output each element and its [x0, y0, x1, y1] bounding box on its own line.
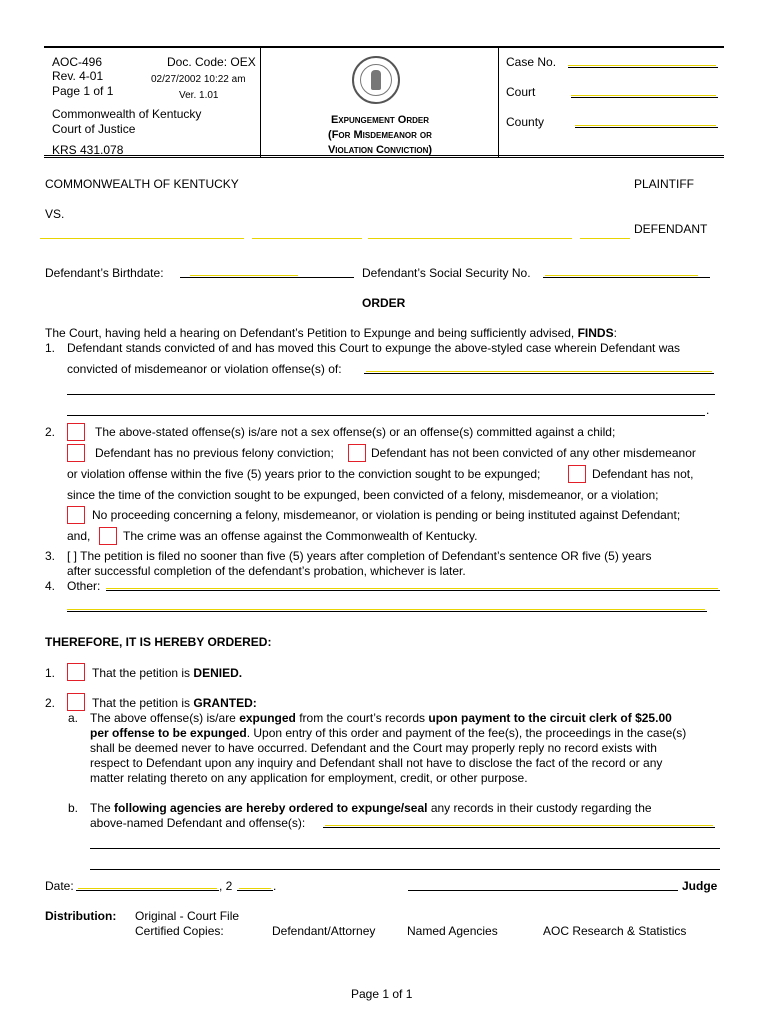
item-b-line2: above-named Defendant and offense(s): — [90, 816, 306, 830]
granted-text: That the petition is GRANTED: — [92, 696, 257, 710]
court-label: Court — [506, 85, 536, 99]
finding-1-text: Defendant stands convicted of and has moved this Court to expunge the above-styled case wherein Defendant was — [67, 341, 681, 355]
distribution-label: Distribution: — [45, 909, 117, 923]
offense-field-1[interactable] — [364, 373, 714, 374]
finding-2f-text: since the time of the conviction sought to be expunged, been convicted of a felony, misdemeanor, or a violation; — [67, 488, 659, 502]
checkbox-commonwealth-offense[interactable] — [99, 527, 117, 545]
ssn-label: Defendant’s Social Security No. — [362, 266, 531, 280]
finding-2e-text: Defendant has not, — [592, 467, 694, 481]
case-no-label: Case No. — [506, 55, 557, 69]
court-of-justice-label: Court of Justice — [52, 122, 136, 136]
checkbox-no-felony[interactable] — [67, 444, 85, 462]
item-a-label: a. — [68, 711, 79, 725]
year-field[interactable] — [237, 890, 273, 891]
page-count: Page 1 of 1 — [52, 84, 114, 98]
birthdate-field[interactable] — [180, 277, 354, 278]
date-field[interactable] — [76, 890, 219, 891]
checkbox-not-sex-offense[interactable] — [67, 423, 85, 441]
order-heading: ORDER — [362, 296, 406, 310]
form-title-line2: (For Misdemeanor or — [328, 129, 432, 141]
version: Ver. 1.01 — [179, 90, 219, 101]
findings-intro: The Court, having held a hearing on Defendant’s Petition to Expunge and being sufficiently advised, FINDS: — [45, 326, 617, 340]
item-b-line1: The following agencies are hereby ordered to expunge/seal any records in their custody regarding the — [90, 801, 652, 815]
finding-2d-text: or violation offense within the five (5) years prior to the conviction sought to be expunged; — [67, 467, 541, 481]
defendant-label: DEFENDANT — [634, 222, 708, 236]
offense-period: . — [706, 403, 710, 417]
finding-2g-text: No proceeding concerning a felony, misdemeanor, or violation is pending or being instituted against Defendant; — [92, 508, 681, 522]
krs-citation: KRS 431.078 — [52, 143, 124, 157]
item-a-line1: The above offense(s) is/are expunged from the court’s records upon payment to the circuit clerk of $25.00 — [90, 711, 672, 725]
form-title-line1: Expungement Order — [330, 114, 430, 126]
finding-3-text: [ ] The petition is filed no sooner than five (5) years after completion of Defendant’s sentence OR five (5) years — [67, 549, 652, 563]
ordered-2-number: 2. — [45, 696, 56, 710]
header-divider-left — [260, 46, 261, 157]
defendant-name-field-3[interactable] — [368, 238, 572, 239]
item-a-line2: per offense to be expunged. Upon entry of this order and payment of the fee(s), the proceedings in the case(s) — [90, 726, 687, 740]
finding-2-number: 2. — [45, 425, 56, 439]
defendant-name-field-4[interactable] — [580, 238, 630, 239]
checkbox-petition-denied[interactable] — [67, 663, 85, 681]
plaintiff-label: PLAINTIFF — [634, 177, 695, 191]
finding-2h-text: The crime was an offense against the Commonwealth of Kentucky. — [123, 529, 478, 543]
other-field-2[interactable] — [67, 611, 707, 612]
county-field[interactable] — [575, 127, 718, 128]
distribution-original: Original - Court File — [135, 909, 240, 923]
form-number: AOC-496 — [52, 55, 103, 69]
page-footer: Page 1 of 1 — [351, 987, 413, 1001]
item-b-label: b. — [68, 801, 79, 815]
other-label: Other: — [67, 579, 101, 593]
date-period: . — [273, 879, 277, 893]
denied-text: That the petition is DENIED. — [92, 666, 243, 680]
offense-field-3[interactable] — [67, 415, 705, 416]
finding-1-number: 1. — [45, 341, 56, 355]
ssn-field[interactable] — [543, 277, 710, 278]
judge-signature-field[interactable] — [408, 890, 678, 891]
finding-4-number: 4. — [45, 579, 56, 593]
form-title-line3: Violation Conviction) — [327, 144, 433, 156]
distribution-certified: Certified Copies: — [135, 924, 224, 938]
offense-field-2[interactable] — [67, 394, 715, 395]
judge-label: Judge — [682, 879, 718, 893]
distribution-copy-defendant: Defendant/Attorney — [272, 924, 376, 938]
item-a-line3: shall be deemed never to have occurred. Defendant and the Court may properly reply no record exists with — [90, 741, 657, 755]
revision: Rev. 4-01 — [52, 69, 104, 83]
year-prefix: , 2 — [219, 879, 233, 893]
item-a-line4: respect to Defendant upon any inquiry and Defendant shall not have to disclose the fact of the record or any — [90, 756, 663, 770]
case-no-field[interactable] — [568, 67, 718, 68]
distribution-copy-aoc: AOC Research & Statistics — [543, 924, 687, 938]
defendant-name-field-1[interactable] — [40, 238, 244, 239]
court-field[interactable] — [571, 97, 718, 98]
finding-3-text-2: after successful completion of the defendant’s probation, whichever is later. — [67, 564, 466, 578]
distribution-copy-agencies: Named Agencies — [407, 924, 498, 938]
finding-2c-text: Defendant has not been convicted of any other misdemeanor — [371, 446, 696, 460]
county-label: County — [506, 115, 545, 129]
checkbox-no-pending-proceeding[interactable] — [67, 506, 85, 524]
kentucky-seal-icon — [352, 56, 400, 104]
birthdate-label: Defendant’s Birthdate: — [45, 266, 164, 280]
checkbox-no-other-misdemeanor[interactable] — [348, 444, 366, 462]
versus-label: VS. — [45, 207, 65, 221]
plaintiff-name: COMMONWEALTH OF KENTUCKY — [45, 177, 239, 191]
defendant-name-field-2[interactable] — [252, 238, 362, 239]
checkbox-petition-granted[interactable] — [67, 693, 85, 711]
commonwealth-label: Commonwealth of Kentucky — [52, 107, 202, 121]
item-a-line5: matter relating thereto on any application for employment, credit, or other purpose. — [90, 771, 528, 785]
finding-1-offense-label: convicted of misdemeanor or violation offense(s) of: — [67, 362, 342, 376]
finding-2b-text: Defendant has no previous felony conviction; — [95, 446, 334, 460]
agencies-field-2[interactable] — [90, 848, 720, 849]
finding-3-number: 3. — [45, 549, 56, 563]
other-field-1[interactable] — [106, 590, 720, 591]
finding-2-and: and, — [67, 529, 91, 543]
checkbox-no-conviction-since[interactable] — [568, 465, 586, 483]
timestamp: 02/27/2002 10:22 am — [151, 74, 246, 85]
ordered-heading: THEREFORE, IT IS HEREBY ORDERED: — [45, 635, 272, 649]
doc-code: Doc. Code: OEX — [167, 55, 256, 69]
header-divider-right — [498, 46, 499, 157]
date-label: Date: — [45, 879, 74, 893]
finding-2a-text: The above-stated offense(s) is/are not a sex offense(s) or an offense(s) committed against a child; — [95, 425, 616, 439]
agencies-field-3[interactable] — [90, 869, 720, 870]
ordered-1-number: 1. — [45, 666, 56, 680]
agencies-field-1[interactable] — [323, 827, 715, 828]
